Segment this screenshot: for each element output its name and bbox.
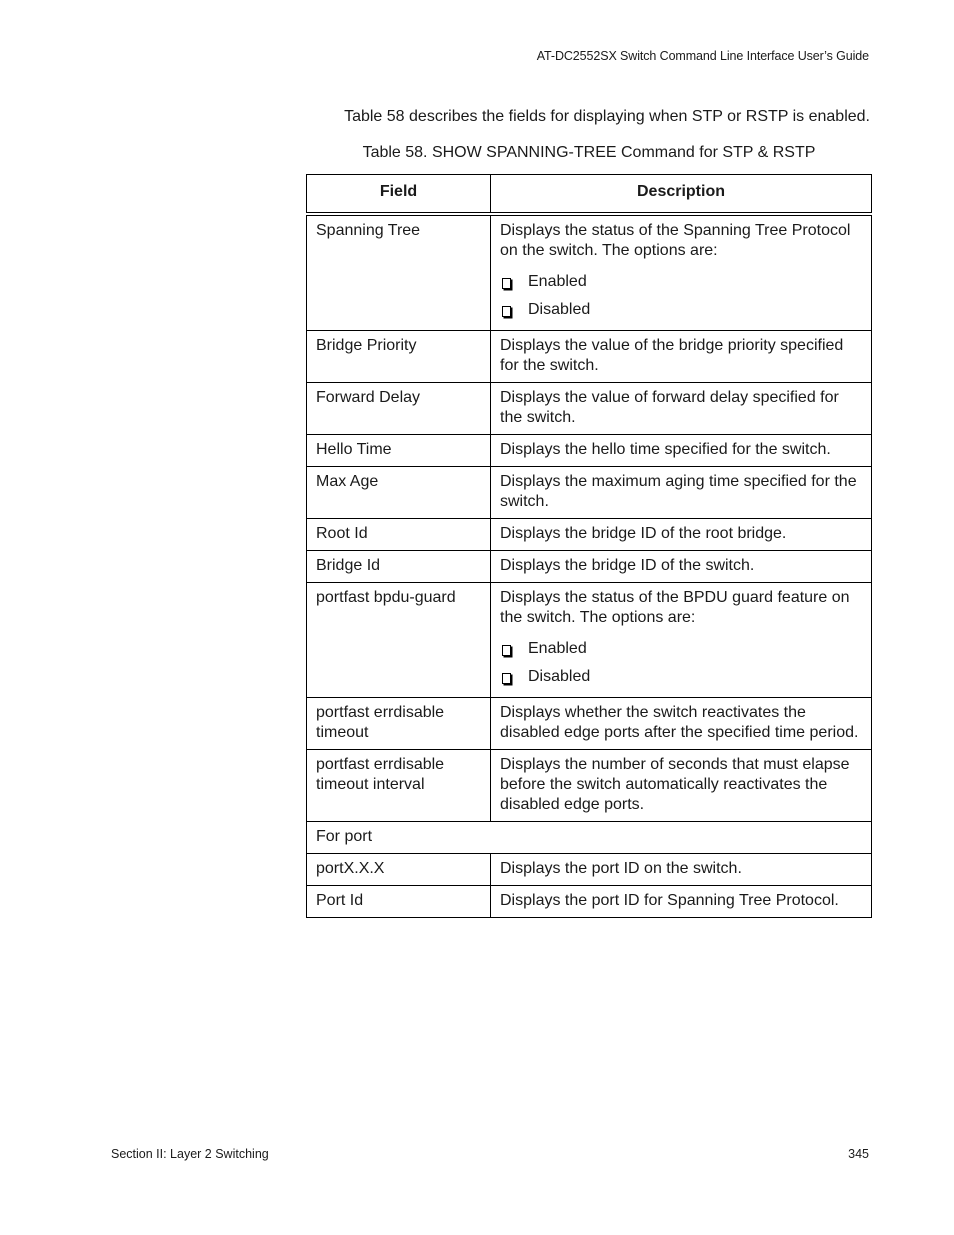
field-name-cell: Forward Delay [307,383,491,435]
option-item [500,268,862,296]
field-name-cell: Bridge Id [307,551,491,583]
table-row [307,331,872,383]
checkbox-bullet-icon [502,645,511,656]
table-row [307,519,872,551]
description-cell [491,467,872,519]
table-body [307,214,872,918]
page-number: 345 [848,1147,869,1161]
table-row [307,383,872,435]
table-row [307,551,872,583]
field-name-cell: portfast bpdu-guard [307,583,491,698]
fields-table [306,174,872,918]
field-name-cell: Root Id [307,519,491,551]
table-row [307,822,872,854]
description-cell [491,519,872,551]
description-text: Displays the bridge ID of the switch. [500,557,755,574]
description-text: Displays the maximum aging time specified for the switch. [500,473,857,510]
description-cell [491,886,872,918]
column-header-description: Description [491,175,872,215]
checkbox-bullet-icon [502,306,511,317]
description-text: Displays the value of the bridge priority specified for the switch. [500,337,844,374]
description-cell [491,331,872,383]
description-text: Displays the status of the BPDU guard feature on the switch. The options are: [500,589,850,626]
option-item [500,635,862,663]
description-text: Displays the status of the Spanning Tree Protocol on the switch. The options are: [500,222,851,259]
options-list [500,268,862,324]
field-name-cell: portX.X.X [307,854,491,886]
field-name-cell: Port Id [307,886,491,918]
description-cell [491,698,872,750]
table-row [307,435,872,467]
field-name-cell: portfast errdisable timeout [307,698,491,750]
options-list [500,635,862,691]
column-header-field: Field [307,175,491,215]
description-cell [491,383,872,435]
description-cell [491,214,872,331]
intro-paragraph: Table 58 describes the fields for displaying when STP or RSTP is enabled. [344,108,870,125]
description-cell [491,750,872,822]
table-row [307,886,872,918]
table-row [307,214,872,331]
table-row [307,750,872,822]
description-cell [491,551,872,583]
table-header-row [307,175,872,215]
description-cell [491,583,872,698]
table-row [307,467,872,519]
option-label: Enabled [528,640,587,657]
field-name-cell: Hello Time [307,435,491,467]
description-cell [491,435,872,467]
description-text: Displays the number of seconds that must elapse before the switch automatically reactivates the disabled edge ports. [500,756,850,813]
table-row [307,583,872,698]
option-item [500,663,862,691]
field-name-cell: portfast errdisable timeout interval [307,750,491,822]
option-label: Disabled [528,301,591,318]
footer-section: Section II: Layer 2 Switching [111,1147,269,1161]
running-header: AT-DC2552SX Switch Command Line Interface User’s Guide [536,49,869,63]
description-text: Displays the bridge ID of the root bridge. [500,525,787,542]
option-label: Enabled [528,273,587,290]
description-text: Displays the value of forward delay specified for the switch. [500,389,839,426]
field-name-cell: Spanning Tree [307,214,491,331]
description-text: Displays whether the switch reactivates the disabled edge ports after the specified time period. [500,704,859,741]
table-row [307,698,872,750]
description-text: Displays the port ID for Spanning Tree Protocol. [500,892,839,909]
field-name-cell: Bridge Priority [307,331,491,383]
option-item [500,296,862,324]
table-caption: Table 58. SHOW SPANNING-TREE Command for STP & RSTP [362,144,816,161]
table-row [307,854,872,886]
section-row-label: For port [307,822,872,854]
checkbox-bullet-icon [502,673,511,684]
description-text: Displays the port ID on the switch. [500,860,742,877]
field-name-cell: Max Age [307,467,491,519]
description-text: Displays the hello time specified for the switch. [500,441,831,458]
checkbox-bullet-icon [502,278,511,289]
option-label: Disabled [528,668,591,685]
description-cell [491,854,872,886]
